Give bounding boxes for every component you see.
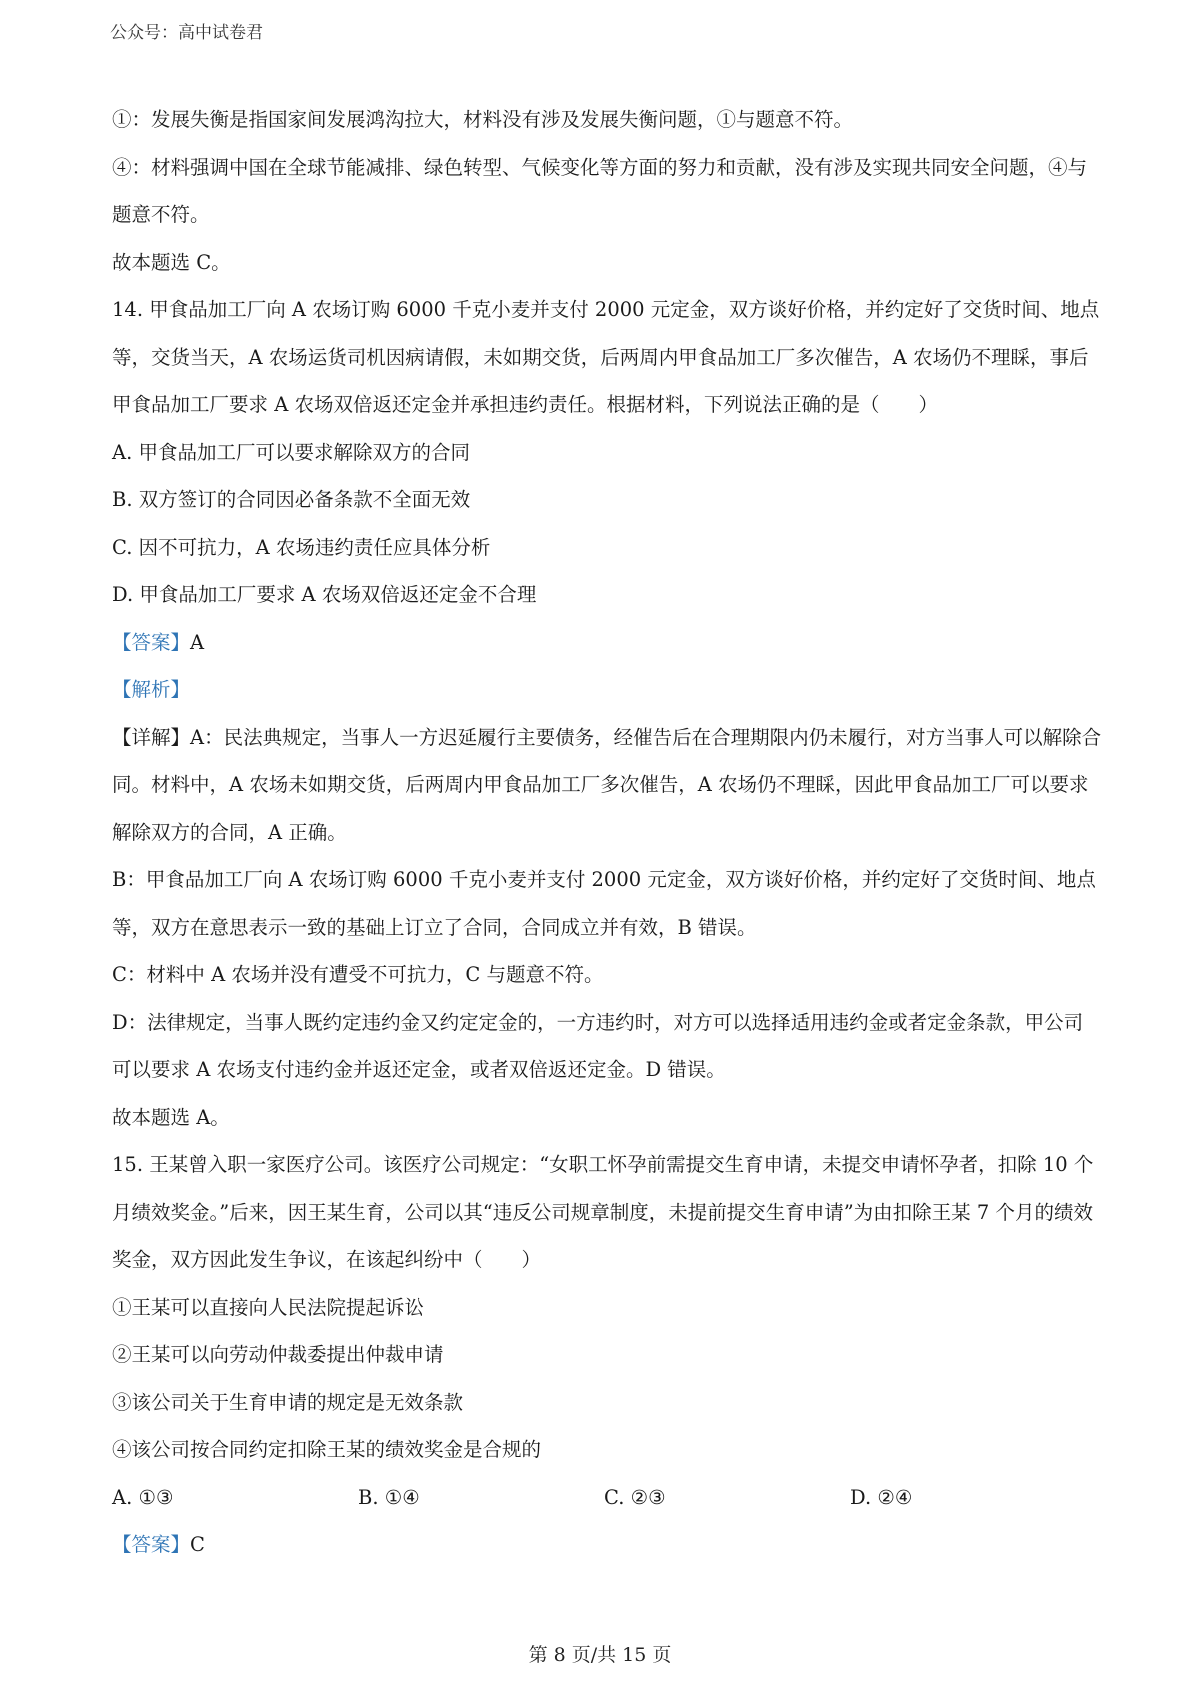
q15-stem: 15. 王某曾入职一家医疗公司。该医疗公司规定：“女职工怀孕前需提交生育申请，未提交申请怀孕者，扣除 10 个月绩效奖金。”后来，因王某生育，公司以其“违反公司规章制度，未提前提交生育申请”为由扣除王某 7 个月的绩效奖金，双方因此发生争议，在该起纠纷中（ ） <box>112 1153 1094 1271</box>
q15-choice-d: D. ②④ <box>850 1485 913 1509</box>
q13-conclusion: 故本题选 C。 <box>112 250 231 274</box>
q14-answer <box>112 619 1102 667</box>
answer-value: A <box>190 630 205 654</box>
q15-statement-2: ②王某可以向劳动仲裁委提出仲裁申请 <box>112 1343 444 1366</box>
answer-tag: 【答案】 <box>112 1533 191 1556</box>
detail-a-text: A：民法典规定，当事人一方迟延履行主要债务，经催告后在合理期限内仍未履行，对方当事人可以解除合同。材料中，A 农场未如期交货，后两周内甲食品加工厂多次催告，A 农场仍不理睬，因此甲食品加工厂可以要求解除双方的合同，A 正确。 <box>112 725 1102 844</box>
q14-detail-a <box>112 714 1102 857</box>
analysis-tag: 【解析】 <box>112 678 191 701</box>
page-content <box>112 96 1102 1569</box>
page-number: 第 8 页/共 15 页 <box>528 1644 672 1666</box>
q14-option-d: D. 甲食品加工厂要求 A 农场双倍返还定金不合理 <box>112 583 537 606</box>
q14-detail-b: B：甲食品加工厂向 A 农场订购 6000 千克小麦并支付 2000 元定金，双方谈好价格，并约定好了交货时间、地点等，双方在意思表示一致的基础上订立了合同，合同成立并有效，B 错误。 <box>112 868 1096 939</box>
q14-option-b: B. 双方签订的合同因必备条款不全面无效 <box>112 488 471 511</box>
q14-stem: 14. 甲食品加工厂向 A 农场订购 6000 千克小麦并支付 2000 元定金，双方谈好价格，并约定好了交货时间、地点等，交货当天，A 农场运货司机因病请假，未如期交货，后两周内甲食品加工厂多次催告，A 农场仍不理睬，事后甲食品加工厂要求 A 农场双倍返还定金并承担违约责任。根据材料，下列说法正确的是（ ） <box>112 298 1100 416</box>
q15-choice-b: B. ①④ <box>358 1485 420 1509</box>
q15-choice-c: C. ②③ <box>604 1485 666 1509</box>
q14-conclusion: 故本题选 A。 <box>112 1105 230 1129</box>
q14-option-c: C. 因不可抗力，A 农场违约责任应具体分析 <box>112 535 491 559</box>
q15-statement-4: ④该公司按合同约定扣除王某的绩效奖金是合规的 <box>112 1438 542 1461</box>
q14-detail-c: C：材料中 A 农场并没有遭受不可抗力，C 与题意不符。 <box>112 963 604 986</box>
detail-tag: 【详解】 <box>112 725 191 749</box>
answer-tag: 【答案】 <box>112 630 191 654</box>
q15-answer <box>112 1521 1102 1569</box>
q15-statement-1: ①王某可以直接向人民法院提起诉讼 <box>112 1295 425 1319</box>
q14-option-a: A. 甲食品加工厂可以要求解除双方的合同 <box>112 440 470 464</box>
q15-choices <box>112 1474 1102 1522</box>
answer-value: C <box>190 1533 205 1556</box>
q15-statement-3: ③该公司关于生育申请的规定是无效条款 <box>112 1390 464 1414</box>
q14-analysis-heading <box>112 666 1102 714</box>
q13-analysis-4: ④：材料强调中国在全球节能减排、绿色转型、气候变化等方面的努力和贡献，没有涉及实现共同安全问题，④与题意不符。 <box>112 155 1088 226</box>
q14-detail-d: D：法律规定，当事人既约定违约金又约定定金的，一方违约时，对方可以选择适用违约金或者定金条款，甲公司可以要求 A 农场支付违约金并返还定金，或者双倍返还定金。D 错误。 <box>112 1010 1084 1081</box>
q13-analysis-1: ①：发展失衡是指国家间发展鸿沟拉大，材料没有涉及发展失衡问题，①与题意不符。 <box>112 108 854 131</box>
q15-choice-a: A. ①③ <box>112 1485 174 1509</box>
page-header: 公众号：高中试卷君 <box>110 23 263 43</box>
